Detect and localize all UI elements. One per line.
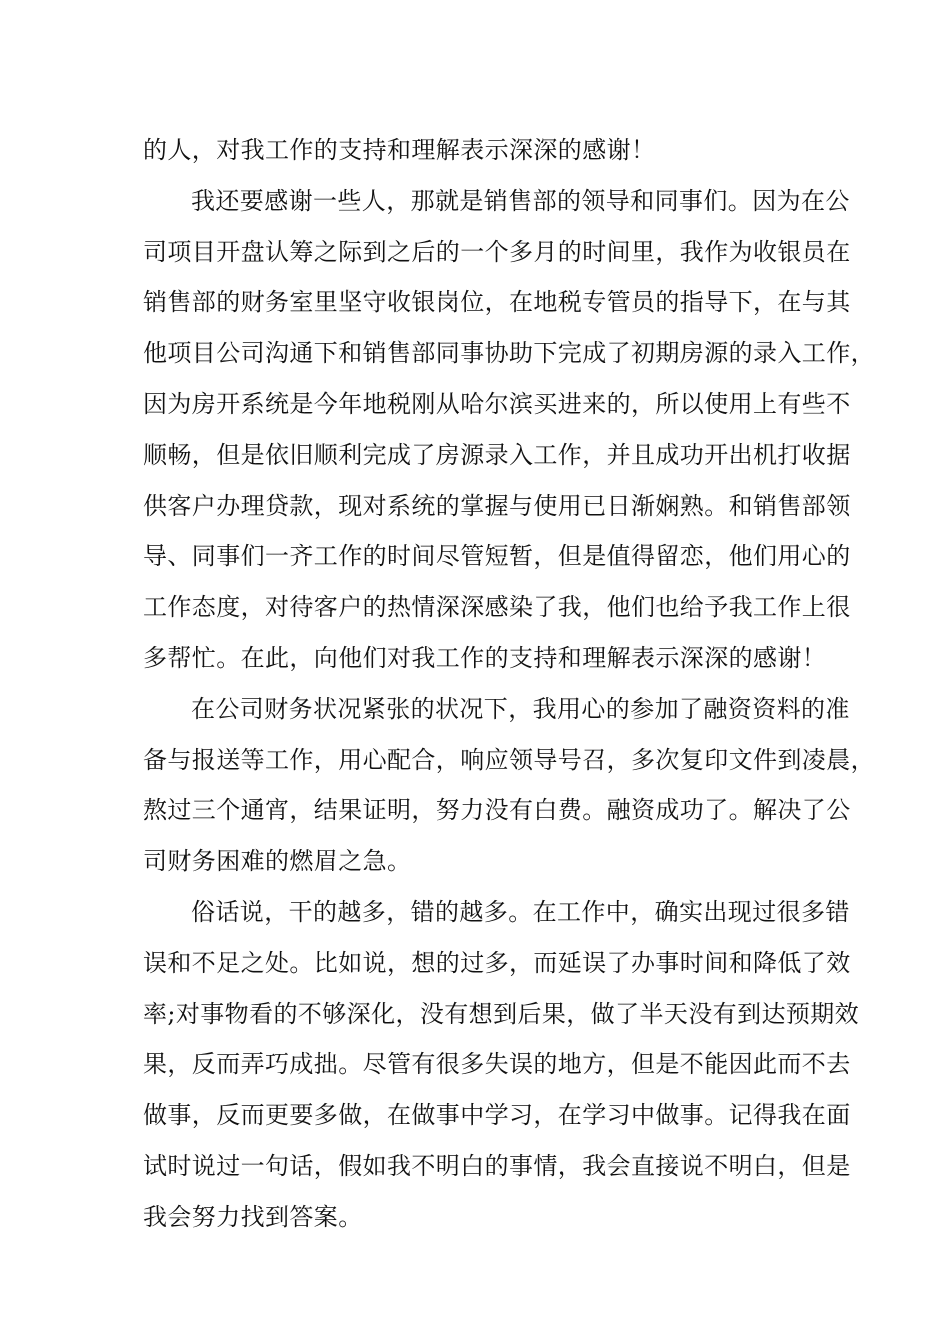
text-line: 供客户办理贷款，现对系统的掌握与使用已日渐娴熟。和销售部领 [143, 491, 851, 520]
text-line: 销售部的财务室里坚守收银岗位，在地税专管员的指导下，在与其 [143, 288, 851, 317]
text-line: 在公司财务状况紧张的状况下，我用心的参加了融资资料的准 [191, 694, 850, 723]
text-line: 司项目开盘认筹之际到之后的一个多月的时间里，我作为收银员在 [143, 237, 851, 266]
text-line: 试时说过一句话，假如我不明白的事情，我会直接说不明白，但是 [143, 1151, 851, 1180]
text-line: 熬过三个通宵，结果证明，努力没有白费。融资成功了。解决了公 [143, 796, 851, 825]
text-line: 顺畅，但是依旧顺利完成了房源录入工作，并且成功开出机打收据 [143, 440, 851, 469]
text-line: 的人，对我工作的支持和理解表示深深的感谢！ [143, 136, 656, 164]
text-line: 司财务困难的燃眉之急。 [143, 847, 412, 876]
text-line: 做事，反而更要多做，在做事中学习，在学习中做事。记得我在面 [143, 1101, 851, 1130]
text-line: 多帮忙。在此，向他们对我工作的支持和理解表示深深的感谢！ [143, 643, 827, 672]
text-line: 误和不足之处。比如说，想的过多，而延误了办事时间和降低了效 [143, 948, 851, 977]
text-line: 备与报送等工作，用心配合，响应领导号召，多次复印文件到凌晨， [143, 745, 875, 774]
text-line: 他项目公司沟通下和销售部同事协助下完成了初期房源的录入工作， [143, 339, 875, 368]
text-line: 因为房开系统是今年地税刚从哈尔滨买进来的，所以使用上有些不 [143, 389, 851, 418]
text-line: 率;对事物看的不够深化，没有想到后果，做了半天没有到达预期效 [143, 999, 860, 1028]
text-line: 工作态度，对待客户的热情深深感染了我，他们也给予我工作上很 [143, 593, 851, 622]
document-body [143, 125, 875, 1243]
text-line: 俗话说，干的越多，错的越多。在工作中，确实出现过很多错 [191, 897, 850, 926]
text-line: 我还要感谢一些人，那就是销售部的领导和同事们。因为在公 [191, 186, 850, 215]
text-line: 果，反而弄巧成拙。尽管有很多失误的地方，但是不能因此而不去 [143, 1050, 851, 1079]
text-line: 我会努力找到答案。 [143, 1202, 363, 1231]
text-line: 导、同事们一齐工作的时间尽管短暂，但是值得留恋，他们用心的 [143, 542, 851, 571]
